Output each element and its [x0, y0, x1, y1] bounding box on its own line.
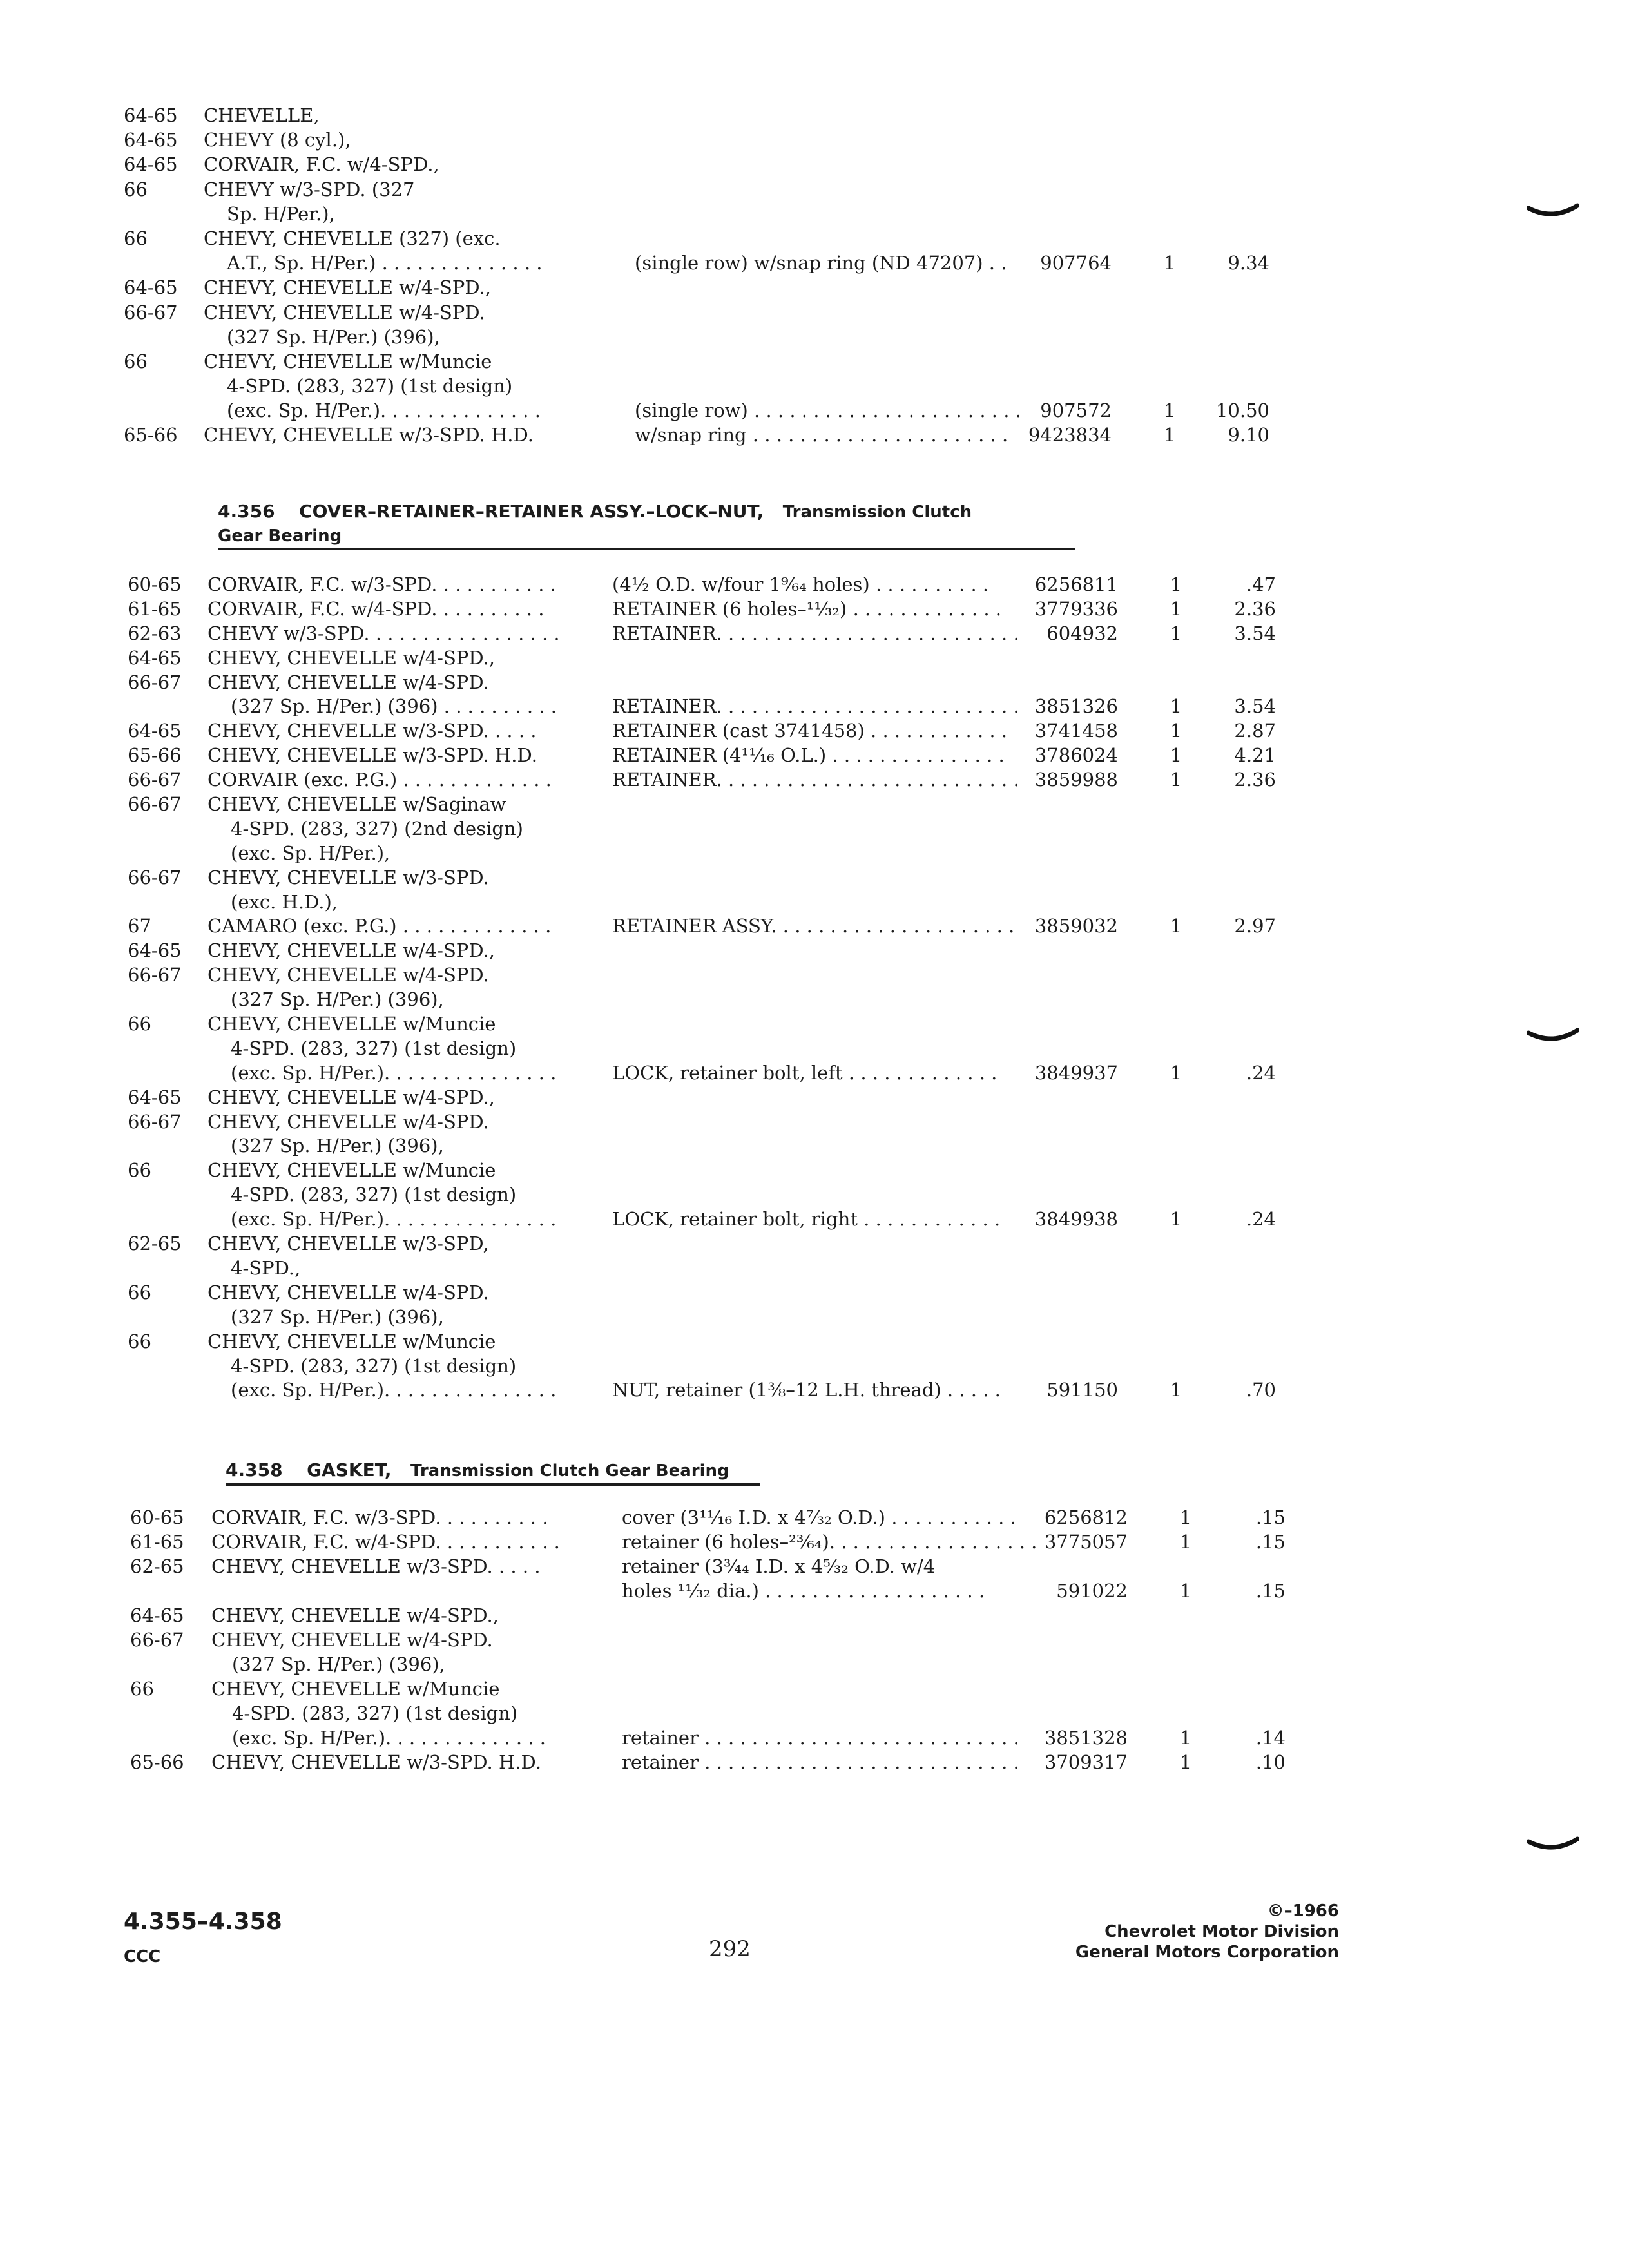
row-description: CORVAIR (exc. P.G.) . . . . . . . . . . . . . [207, 769, 552, 791]
section-top [0, 103, 1629, 448]
heading-subtitle-2: Gear Bearing [218, 526, 342, 546]
row-year: 62-65 [130, 1555, 184, 1577]
table-row [0, 718, 1629, 743]
heading-rule [226, 1483, 760, 1486]
heading-line-1 [226, 1459, 760, 1483]
row-description: (327 Sp. H/Per.) (396), [231, 1305, 444, 1328]
row-spec: RETAINER ASSY. . . . . . . . . . . . . . . . . . . . . [612, 915, 1015, 937]
row-description: CHEVY, CHEVELLE w/Muncie [207, 1330, 496, 1352]
row-description: CORVAIR, F.C. w/3-SPD. . . . . . . . . . [211, 1506, 548, 1528]
table-row [0, 1603, 1629, 1628]
table-row [0, 1085, 1629, 1110]
row-description: 4-SPD. (283, 327) (1st design) [231, 1037, 517, 1059]
row-description: CHEVY, CHEVELLE w/Muncie [207, 1013, 496, 1035]
row-quantity: 1 [1179, 1531, 1192, 1553]
row-spec: (single row) w/snap ring (ND 47207) . . [635, 252, 1007, 274]
row-quantity: 1 [1179, 1506, 1192, 1528]
row-spec: LOCK, retainer bolt, left . . . . . . . . . . . . . [612, 1061, 998, 1084]
table-row [0, 325, 1629, 349]
table-row [0, 1677, 1629, 1701]
row-description: CHEVY, CHEVELLE w/4-SPD., [207, 939, 495, 962]
row-description: CHEVY, CHEVELLE w/4-SPD. [207, 964, 489, 986]
row-description: (exc. Sp. H/Per.). . . . . . . . . . . . . . . [231, 1061, 557, 1084]
row-quantity: 1 [1170, 1379, 1182, 1401]
row-part-number: 591022 [1056, 1580, 1128, 1602]
table-row [0, 349, 1629, 374]
row-description: CORVAIR, F.C. w/4-SPD. . . . . . . . . . . [211, 1531, 560, 1553]
row-part-number: 9423834 [1028, 424, 1112, 447]
row-price: 2.97 [1234, 915, 1276, 937]
row-year: 66-67 [128, 671, 182, 693]
row-part-number: 591150 [1046, 1379, 1118, 1401]
table-row [0, 670, 1629, 695]
table-row [0, 152, 1629, 177]
row-year: 66-67 [128, 769, 182, 791]
row-year: 66 [130, 1678, 154, 1700]
row-quantity: 1 [1163, 399, 1176, 422]
row-year: 64-65 [124, 104, 178, 126]
row-description: CHEVY, CHEVELLE w/4-SPD. [204, 301, 485, 323]
row-spec: retainer (3¾₄ I.D. x 4⁵⁄₃₂ O.D. w/4 [622, 1555, 936, 1577]
row-description: CHEVY, CHEVELLE w/Muncie [204, 350, 492, 372]
row-price: .24 [1246, 1061, 1276, 1084]
row-year: 64-65 [128, 1086, 182, 1108]
row-price: 10.50 [1215, 399, 1269, 422]
row-price: 2.36 [1234, 597, 1276, 620]
binding-mark-icon [1527, 203, 1579, 222]
row-year: 66-67 [128, 1110, 182, 1133]
row-part-number: 3859032 [1034, 915, 1118, 937]
row-description: (exc. Sp. H/Per.). . . . . . . . . . . . . . [227, 399, 541, 422]
row-year: 66 [124, 178, 148, 200]
row-description: CHEVY, CHEVELLE w/3-SPD. H.D. [211, 1751, 541, 1773]
row-description: 4-SPD. (283, 327) (2nd design) [231, 817, 523, 840]
heading-rule [218, 548, 1075, 550]
table-row [0, 128, 1629, 152]
row-price: .15 [1255, 1531, 1286, 1553]
row-spec: RETAINER. . . . . . . . . . . . . . . . . . . . . . . . . . [612, 769, 1019, 791]
row-price: .47 [1246, 573, 1276, 595]
row-quantity: 1 [1170, 769, 1182, 791]
table-row [0, 938, 1629, 963]
row-description: CHEVY, CHEVELLE w/Muncie [207, 1159, 496, 1182]
table-row [0, 597, 1629, 621]
row-description: CORVAIR, F.C. w/4-SPD. . . . . . . . . . [207, 597, 545, 620]
row-year: 64-65 [124, 276, 178, 299]
table-row [0, 963, 1629, 987]
table-row [0, 251, 1629, 275]
table-row [0, 621, 1629, 646]
table-row [0, 1231, 1629, 1256]
row-spec: RETAINER (4¹¹⁄₁₆ O.L.) . . . . . . . . . . . . . . . [612, 744, 1005, 767]
table-row [0, 300, 1629, 325]
row-year: 64-65 [128, 720, 182, 742]
row-quantity: 1 [1170, 695, 1182, 718]
row-description: CHEVY, CHEVELLE w/4-SPD. [211, 1629, 493, 1651]
table-row [0, 1036, 1629, 1061]
table-row [0, 202, 1629, 226]
table-row [0, 743, 1629, 767]
row-quantity: 1 [1170, 622, 1182, 644]
row-price: .14 [1255, 1727, 1286, 1749]
row-price: 3.54 [1234, 695, 1276, 718]
row-year: 64-65 [130, 1604, 184, 1626]
row-spec: (4½ O.D. w/four 1⁹⁄₆₄ holes) . . . . . . . . . . [612, 573, 989, 595]
row-year: 66-67 [128, 964, 182, 986]
row-part-number: 3849937 [1034, 1061, 1118, 1084]
row-quantity: 1 [1170, 1208, 1182, 1231]
row-price: .15 [1255, 1580, 1286, 1602]
row-year: 64-65 [124, 129, 178, 151]
row-year: 64-65 [128, 646, 182, 669]
row-price: .70 [1246, 1379, 1276, 1401]
row-description: (327 Sp. H/Per.) (396), [232, 1653, 445, 1675]
table-row [0, 1305, 1629, 1329]
table-row [0, 1750, 1629, 1774]
table-row [0, 646, 1629, 670]
row-description: CHEVY (8 cyl.), [204, 129, 351, 151]
heading-title: COVER–RETAINER–RETAINER ASSY.–LOCK–NUT, [299, 501, 764, 522]
table-row [0, 572, 1629, 597]
row-part-number: 3849938 [1034, 1208, 1118, 1231]
row-year: 64-65 [124, 153, 178, 176]
row-description: CHEVY, CHEVELLE w/4-SPD. [207, 1110, 489, 1133]
table-row [0, 177, 1629, 202]
row-year: 66-67 [124, 301, 178, 323]
row-quantity: 1 [1179, 1751, 1192, 1773]
row-part-number: 3786024 [1034, 744, 1118, 767]
row-part-number: 604932 [1046, 622, 1118, 644]
row-year: 61-65 [130, 1531, 184, 1553]
table-row [0, 1182, 1629, 1207]
row-description: CHEVY, CHEVELLE w/3-SPD. . . . . [207, 720, 537, 742]
row-year: 61-65 [128, 597, 182, 620]
row-spec: RETAINER. . . . . . . . . . . . . . . . . . . . . . . . . . [612, 695, 1019, 718]
row-part-number: 3741458 [1034, 720, 1118, 742]
heading-line-1 [218, 500, 1075, 524]
row-year: 66 [124, 350, 148, 372]
row-spec: (single row) . . . . . . . . . . . . . . . . . . . . . . . [635, 399, 1021, 422]
row-year: 66-67 [128, 866, 182, 889]
row-description: CHEVY, CHEVELLE w/3-SPD. H.D. [207, 744, 537, 767]
row-description: CHEVY, CHEVELLE w/4-SPD., [211, 1604, 499, 1626]
row-part-number: 6256812 [1044, 1506, 1128, 1528]
section-4356 [0, 572, 1629, 1402]
row-description: 4-SPD. (283, 327) (1st design) [232, 1702, 518, 1724]
table-row [0, 1530, 1629, 1554]
row-quantity: 1 [1170, 573, 1182, 595]
row-price: 2.36 [1234, 769, 1276, 791]
row-year: 60-65 [130, 1506, 184, 1528]
heading-number: 4.356 [218, 501, 275, 522]
row-part-number: 907764 [1040, 252, 1112, 274]
footer-division: Chevrolet Motor Division [1104, 1922, 1339, 1941]
row-spec: NUT, retainer (1⅜–12 L.H. thread) . . . . . [612, 1379, 1001, 1401]
table-row [0, 890, 1629, 914]
row-description: CORVAIR, F.C. w/3-SPD. . . . . . . . . . . [207, 573, 556, 595]
row-year: 66-67 [128, 793, 182, 816]
section-heading-4356 [218, 500, 1075, 548]
row-part-number: 3709317 [1044, 1751, 1128, 1773]
row-quantity: 1 [1179, 1727, 1192, 1749]
row-description: CHEVY w/3-SPD. . . . . . . . . . . . . . . . . [207, 622, 560, 644]
row-part-number: 907572 [1040, 399, 1112, 422]
table-row [0, 103, 1629, 128]
row-description: (327 Sp. H/Per.) (396), [231, 1135, 444, 1157]
table-row [0, 1110, 1629, 1134]
table-row [0, 694, 1629, 718]
table-row [0, 275, 1629, 300]
row-part-number: 3851326 [1034, 695, 1118, 718]
row-description: 4-SPD. (283, 327) (1st design) [231, 1184, 517, 1206]
row-description: CHEVY, CHEVELLE w/Muncie [211, 1678, 500, 1700]
table-row [0, 1579, 1629, 1603]
row-description: CHEVY, CHEVELLE w/4-SPD. [207, 1281, 489, 1303]
row-description: CHEVY, CHEVELLE w/3-SPD. H.D. [204, 424, 534, 447]
row-year: 66 [128, 1159, 151, 1182]
row-quantity: 1 [1163, 252, 1176, 274]
table-row [0, 374, 1629, 398]
row-spec: w/snap ring . . . . . . . . . . . . . . . . . . . . . . [635, 424, 1008, 447]
row-spec: RETAINER. . . . . . . . . . . . . . . . . . . . . . . . . . [612, 622, 1019, 644]
table-row [0, 1505, 1629, 1530]
row-price: .15 [1255, 1506, 1286, 1528]
footer-range: 4.355–4.358 [124, 1908, 282, 1935]
table-row [0, 914, 1629, 938]
heading-subtitle: Transmission Clutch [782, 503, 972, 522]
row-part-number: 3779336 [1034, 597, 1118, 620]
heading-title: GASKET, [307, 1459, 392, 1481]
row-part-number: 6256811 [1034, 573, 1118, 595]
footer-code: CCC [124, 1947, 161, 1966]
table-row [0, 1652, 1629, 1677]
row-description: CHEVY, CHEVELLE w/Saginaw [207, 793, 506, 816]
table-row [0, 1280, 1629, 1305]
section-4358 [0, 1505, 1629, 1774]
row-year: 65-66 [130, 1751, 184, 1773]
row-part-number: 3859988 [1034, 769, 1118, 791]
row-quantity: 1 [1170, 744, 1182, 767]
row-price: .10 [1255, 1751, 1286, 1773]
row-year: 66 [128, 1330, 151, 1352]
table-row [0, 816, 1629, 841]
table-row [0, 1378, 1629, 1402]
row-description: CHEVY, CHEVELLE w/4-SPD., [207, 646, 495, 669]
row-quantity: 1 [1170, 1061, 1182, 1084]
row-description: CAMARO (exc. P.G.) . . . . . . . . . . . . . [207, 915, 552, 937]
row-price: 9.10 [1228, 424, 1269, 447]
row-description: CHEVY w/3-SPD. (327 [204, 178, 415, 200]
row-year: 65-66 [128, 744, 182, 767]
footer-copyright: ©–1966 [1267, 1901, 1339, 1921]
row-description: 4-SPD. (283, 327) (1st design) [231, 1354, 517, 1377]
table-row [0, 1701, 1629, 1725]
heading-number: 4.358 [226, 1459, 283, 1481]
row-description: 4-SPD. (283, 327) (1st design) [227, 375, 513, 398]
row-description: A.T., Sp. H/Per.) . . . . . . . . . . . . . . [227, 252, 543, 274]
row-year: 66 [124, 227, 148, 249]
row-description: 4-SPD., [231, 1256, 301, 1279]
row-description: CORVAIR, F.C. w/4-SPD., [204, 153, 439, 176]
heading-subtitle: Transmission Clutch Gear Bearing [410, 1461, 729, 1481]
row-spec: RETAINER (cast 3741458) . . . . . . . . . . . . [612, 720, 1008, 742]
row-description: (327 Sp. H/Per.) (396) . . . . . . . . . . [231, 695, 557, 718]
binding-mark-icon [1527, 1028, 1579, 1047]
row-year: 67 [128, 915, 151, 937]
row-description: (exc. Sp. H/Per.). . . . . . . . . . . . . . . [231, 1379, 557, 1401]
row-spec: LOCK, retainer bolt, right . . . . . . . . . . . . [612, 1208, 1001, 1231]
table-row [0, 1329, 1629, 1354]
row-year: 62-65 [128, 1233, 182, 1255]
row-spec: retainer . . . . . . . . . . . . . . . . . . . . . . . . . . . [622, 1751, 1019, 1773]
table-row [0, 1012, 1629, 1036]
row-year: 65-66 [124, 424, 178, 447]
row-description: CHEVELLE, [204, 104, 320, 126]
table-row [0, 1133, 1629, 1158]
table-row [0, 1158, 1629, 1182]
row-description: CHEVY, CHEVELLE (327) (exc. [204, 227, 501, 249]
heading-line-2 [218, 524, 1075, 548]
row-spec: cover (3¹¹⁄₁₆ I.D. x 4⁷⁄₃₂ O.D.) . . . . . . . . . . . [622, 1506, 1016, 1528]
table-row [0, 1256, 1629, 1280]
row-spec: holes ¹¹⁄₃₂ dia.) . . . . . . . . . . . . . . . . . . . [622, 1580, 985, 1602]
row-description: (327 Sp. H/Per.) (396), [227, 325, 440, 348]
row-year: 66-67 [130, 1629, 184, 1651]
row-price: 9.34 [1228, 252, 1269, 274]
row-description: Sp. H/Per.), [227, 202, 335, 225]
table-row [0, 792, 1629, 816]
table-row [0, 1207, 1629, 1231]
table-row [0, 226, 1629, 251]
row-description: CHEVY, CHEVELLE w/4-SPD. [207, 671, 489, 693]
row-year: 66 [128, 1281, 151, 1303]
row-description: CHEVY, CHEVELLE w/3-SPD. [207, 866, 489, 889]
row-part-number: 3775057 [1044, 1531, 1128, 1553]
row-description: (exc. Sp. H/Per.). . . . . . . . . . . . . . [232, 1727, 546, 1749]
table-row [0, 841, 1629, 865]
row-description: (exc. Sp. H/Per.), [231, 841, 390, 864]
row-description: (327 Sp. H/Per.) (396), [231, 988, 444, 1011]
row-price: 3.54 [1234, 622, 1276, 644]
row-quantity: 1 [1179, 1580, 1192, 1602]
table-row [0, 398, 1629, 423]
table-row [0, 423, 1629, 447]
row-year: 60-65 [128, 573, 182, 595]
footer-publisher [952, 1901, 1339, 1963]
row-description: CHEVY, CHEVELLE w/4-SPD., [207, 1086, 495, 1108]
row-year: 62-63 [128, 622, 182, 644]
row-year: 64-65 [128, 939, 182, 962]
row-description: CHEVY, CHEVELLE w/4-SPD., [204, 276, 491, 299]
table-row [0, 1725, 1629, 1750]
table-row [0, 1354, 1629, 1378]
row-spec: RETAINER (6 holes–¹¹⁄₃₂) . . . . . . . . . . . . . [612, 597, 1002, 620]
table-row [0, 1061, 1629, 1085]
row-description: (exc. Sp. H/Per.). . . . . . . . . . . . . . . [231, 1208, 557, 1231]
row-quantity: 1 [1163, 424, 1176, 447]
row-quantity: 1 [1170, 720, 1182, 742]
row-year: 66 [128, 1013, 151, 1035]
section-heading-4358 [226, 1459, 760, 1483]
row-spec: retainer . . . . . . . . . . . . . . . . . . . . . . . . . . . [622, 1727, 1019, 1749]
table-row [0, 987, 1629, 1012]
row-price: 4.21 [1234, 744, 1276, 767]
row-spec: retainer (6 holes–²³⁄₆₄). . . . . . . . . . . . . . . . . . [622, 1531, 1037, 1553]
binding-mark-icon [1527, 1836, 1579, 1856]
page-number: 292 [709, 1936, 751, 1962]
table-row [0, 767, 1629, 792]
row-description: CHEVY, CHEVELLE w/3-SPD, [207, 1233, 489, 1255]
footer-corp: General Motors Corporation [1075, 1943, 1339, 1962]
table-row [0, 1554, 1629, 1579]
row-price: .24 [1246, 1208, 1276, 1231]
row-description: (exc. H.D.), [231, 890, 338, 913]
row-quantity: 1 [1170, 597, 1182, 620]
row-part-number: 3851328 [1044, 1727, 1128, 1749]
row-quantity: 1 [1170, 915, 1182, 937]
row-description: CHEVY, CHEVELLE w/3-SPD. . . . . [211, 1555, 541, 1577]
table-row [0, 865, 1629, 890]
row-price: 2.87 [1234, 720, 1276, 742]
table-row [0, 1628, 1629, 1652]
